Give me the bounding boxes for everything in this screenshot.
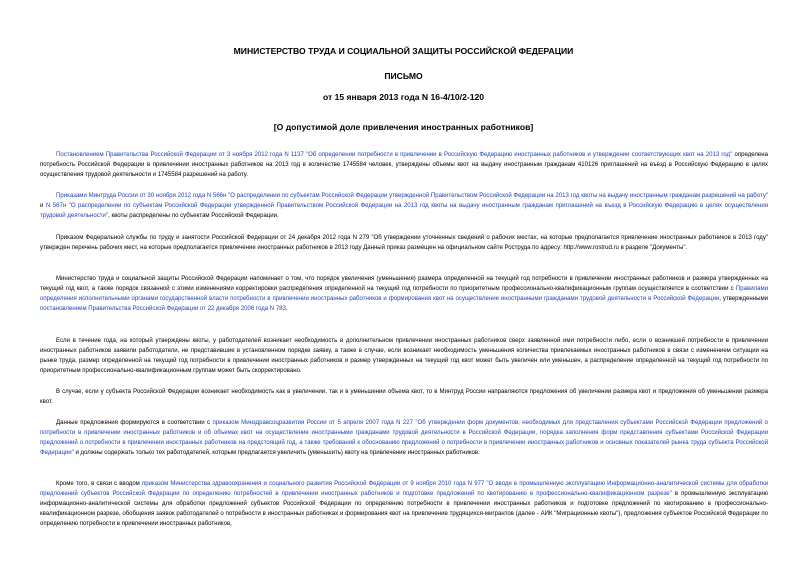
paragraph-4-text-1: Министерство труда и социальной защиты Российской Федерации напоминает о том, что порядок увеличения (уменьшения) размера определенной на текущий год потребности в привлечении иностранных работников и размера утвержденных на текущий год квот, а также порядок связанной с этими изменениями корректировки распределения определенной на текущий год потребности по приоритетным профессионально-квалификационным группам осуществляется в соответствии с (40, 276, 768, 292)
paragraph-3 (40, 233, 768, 253)
paragraph-7-text-2: и должны содержать только тех работодателей, которым предлагается увеличить (уменьшить) квоту на привлечение иностранных работников. (73, 450, 480, 456)
link-order-227[interactable]: приказом Минздравсоцразвития России от 5 апреля 2007 года N 227 "Об утверждении форм документов, необходимых для представления субъектами Российской Федерации предложений о потребности в привлечении иностранных работников и об объемах квот на осуществление иностранными гражданами трудовой деятельности в Российской Федерации, порядка заполнения форм представления субъектами Российской Федерации предложений о потребности в привлечении иностранных работников на предстоящий год, а также требований к обоснованию предложений о потребности в привлечении иностранных работников и основных показателей рынка труда субъекта Российской Федерации" (40, 420, 768, 456)
paragraph-5 (40, 336, 768, 376)
link-order-567n[interactable]: N 567н "О распределении по субъектам Российской Федерации утвержденной Правительством Российской Федерации на 2013 год квоты на выдачу иностранным гражданам приглашений на въезд в Российскую Федерацию в целях осуществления трудовой деятельности" (40, 203, 768, 219)
paragraph-6 (40, 387, 768, 407)
paragraph-5-text: Если в течение года, на который утверждены квоты, у работодателей возникает необходимость в дополнительном привлечении иностранных работников сверх заявленной ими потребности либо, если о возникшей потребности в привлечении иностранных работников заявили работодатели, не представившие в установленном порядке заявку, а также в случае, если возникает необходимость уменьшения количества привлекаемых иностранных работников в связи с изменением ситуации на рынке труда, размер определенной на текущий год потребности в привлечении иностранных работников и размер утвержденных на текущий год квот может быть увеличен или уменьшен, а распределение определенной на текущий год потребности по приоритетным профессионально-квалификационным группам может быть скорректировано. (40, 338, 768, 374)
document-date-number: от 15 января 2013 года N 16-4/10/2-120 (322, 92, 485, 102)
paragraph-2-mid: и (40, 203, 46, 209)
link-order-566n[interactable]: Приказами Минтруда России от 30 ноября 2012 года N 566н "О распределении по субъектам Российской Федерации утвержденной Правительством Российской Федерации на 2013 год квоты на выдачу иностранным гражданам разрешений на работу" (56, 193, 768, 199)
link-order-977[interactable]: приказом Министерства здравоохранения и социального развития Российской Федерации от 9 ноября 2010 года N 977 "О вводе в промышленную эксплуатацию Информационно-аналитической системы для обработки предложений субъектов Российской Федерации по определению потребностей в привлечении иностранных работников и подготовке предложений по квотированию в профессионально-квалификационном разрезе" (40, 481, 769, 497)
paragraph-3-text: Приказом Федеральной службы по труду и занятости Российской Федерации от 24 декабря 2012 года N 279 "Об утверждении уточненных сведений о рабочих местах, на которые предполагается привлечение иностранных работников в 2013 году" утвержден перечень рабочих мест, на которые предполагается привлечение иностранных работников в 2013 году Данный приказ размещен на официальном сайте Роструда по адресу: http://www.rostrud.ru в разделе "Документы". (40, 235, 768, 251)
ministry-title: МИНИСТЕРСТВО ТРУДА И СОЦИАЛЬНОЙ ЗАЩИТЫ РОССИЙСКОЙ ФЕДЕРАЦИИ (233, 46, 574, 56)
paragraph-2-text: , квоты распределены по субъектам Российской Федерации. (108, 213, 279, 219)
paragraph-4-text-2: , утвержденными (719, 296, 768, 302)
document-type: ПИСЬМО (384, 71, 423, 81)
paragraph-2 (40, 191, 768, 221)
paragraph-4 (40, 274, 768, 314)
paragraph-4-text-3: . (285, 306, 288, 312)
document-subject: [О допустимой доле привлечения иностранных работников] (273, 122, 534, 132)
paragraph-8 (40, 479, 768, 529)
paragraph-1-text: определена потребность Российской Федерации в привлечении иностранных работников на 2013 год в количестве 1745584 человек, утверждены объемы квот на выдачу иностранным гражданам 410126 приглашений на въезд в Российскую Федерацию в целях осуществления трудовой деятельности и 1745584 разрешений на работу. (40, 152, 768, 178)
paragraph-8-text-2: в промышленную эксплуатацию информационно-аналитической системы для обработки предложений субъектов Российской Федерации по определению потребности в привлечении иностранных работников и подготовке предложений по квотированию в профессионально-квалификационном разрезе, обобщения заявок работодателей о потребности в иностранных работниках и формирования квот на привлечение трудящихся-мигрантов (далее - АИК "Миграционные квоты"), предложения субъектов Российской Федерации по определению потребности в привлечении иностранных работников, (40, 491, 768, 527)
paragraph-6-text: В случае, если у субъекта Российской Федерации возникает необходимость как в увеличении, так и в уменьшении объема квот, то в Минтруд России направляются предложения об увеличении размера квот и предложения об уменьшении размера квот. (40, 389, 768, 405)
link-decree-1137[interactable]: Постановлением Правительства Российской Федерации от 3 ноября 2012 года N 1137 "Об определении потребности в привлечении в Российскую Федерацию иностранных работников и утверждении соответствующих квот на 2013 год" (56, 152, 733, 158)
link-rules-quotas[interactable]: Правилами определения исполнительными органами государственной власти потребности в привлечении иностранных работников и формирования квот на осуществление иностранными гражданами трудовой деятельности в Российской Федерации (40, 286, 768, 302)
paragraph-1 (40, 150, 768, 180)
paragraph-7-text-1: Данные предложения формируются в соответствии с (56, 420, 213, 426)
paragraph-7 (40, 418, 768, 458)
link-decree-783[interactable]: постановлением Правительства Российской Федерации от 22 декабря 2006 года N 783 (40, 306, 286, 312)
paragraph-8-text-1: Кроме того, в связи с вводом (56, 481, 142, 487)
